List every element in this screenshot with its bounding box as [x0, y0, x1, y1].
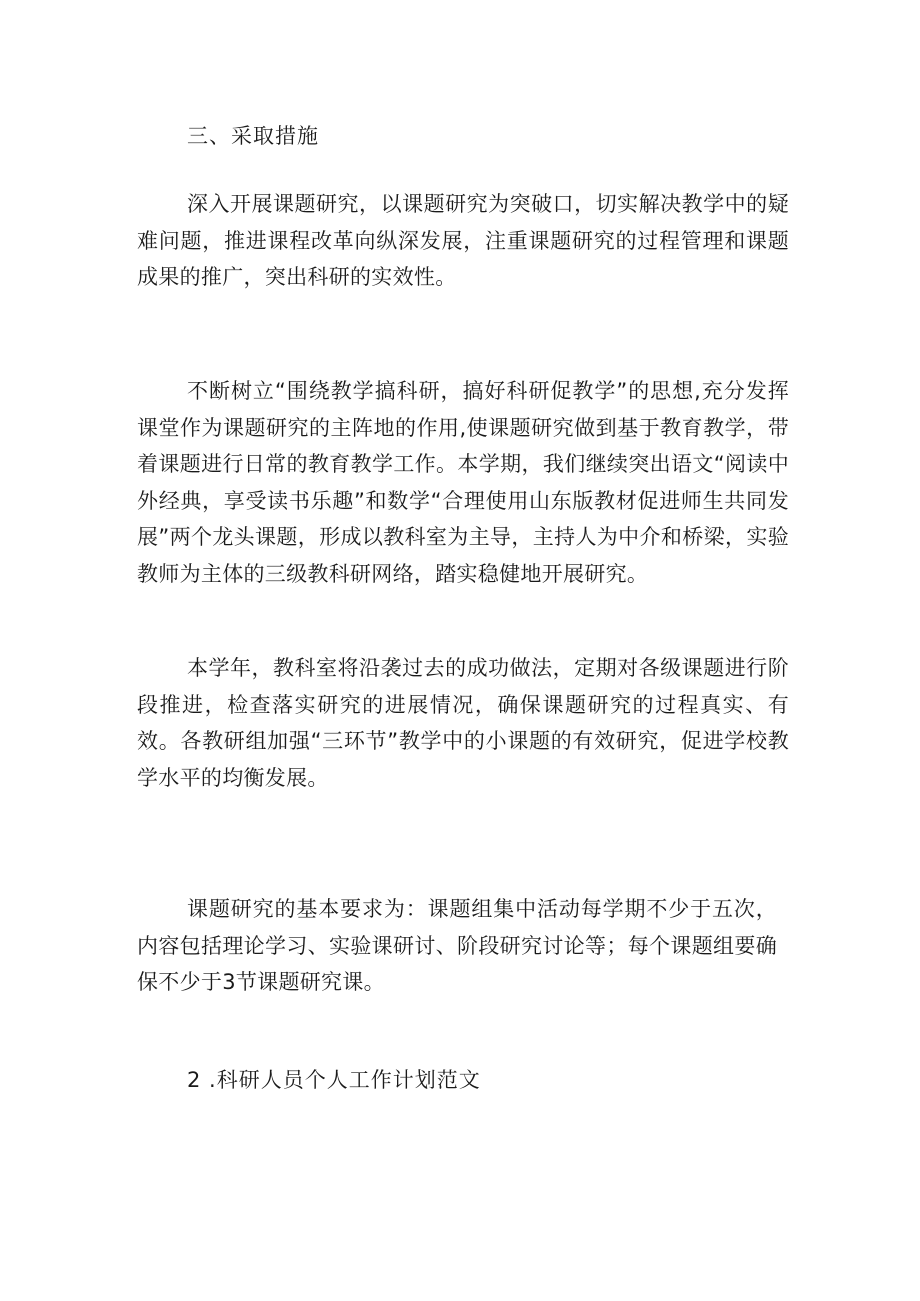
paragraph-2: 不断树立“围绕教学搞科研，搞好科研促教学”的思想,充分发挥课堂作为课题研究的主阵地的作用,使课题研究做到基于教育教学，带着课题进行日常的教育教学工作。本学期，我们继续突出语文“阅读中外经典，享受读书乐趣”和数学“合理使用山东版教材促进师生共同发展”两个龙头课题，形成以教科室为主导，主持人为中介和桥梁，实验教师为主体的三级教科研网络，踏实稳健地开展研究。: [137, 379, 789, 586]
section-heading: 三、采取措施: [187, 124, 319, 148]
next-section-heading: 2 .科研人员个人工作计划范文: [187, 1068, 481, 1092]
paragraph-1: 深入开展课题研究，以课题研究为突破口，切实解决教学中的疑难问题，推进课程改革向纵深发展，注重课题研究的过程管理和课题成果的推广，突出科研的实效性。: [137, 192, 789, 289]
paragraph-3: 本学年，教科室将沿袭过去的成功做法，定期对各级课题进行阶段推进，检查落实研究的进展情况，确保课题研究的过程真实、有效。各教研组加强“三环节”教学中的小课题的有效研究，促进学校教学水平的均衡发展。: [137, 656, 789, 790]
paragraph-4: 课题研究的基本要求为：课题组集中活动每学期不少于五次，内容包括理论学习、实验课研讨、阶段研究讨论等；每个课题组要确保不少于3节课题研究课。: [137, 897, 777, 994]
